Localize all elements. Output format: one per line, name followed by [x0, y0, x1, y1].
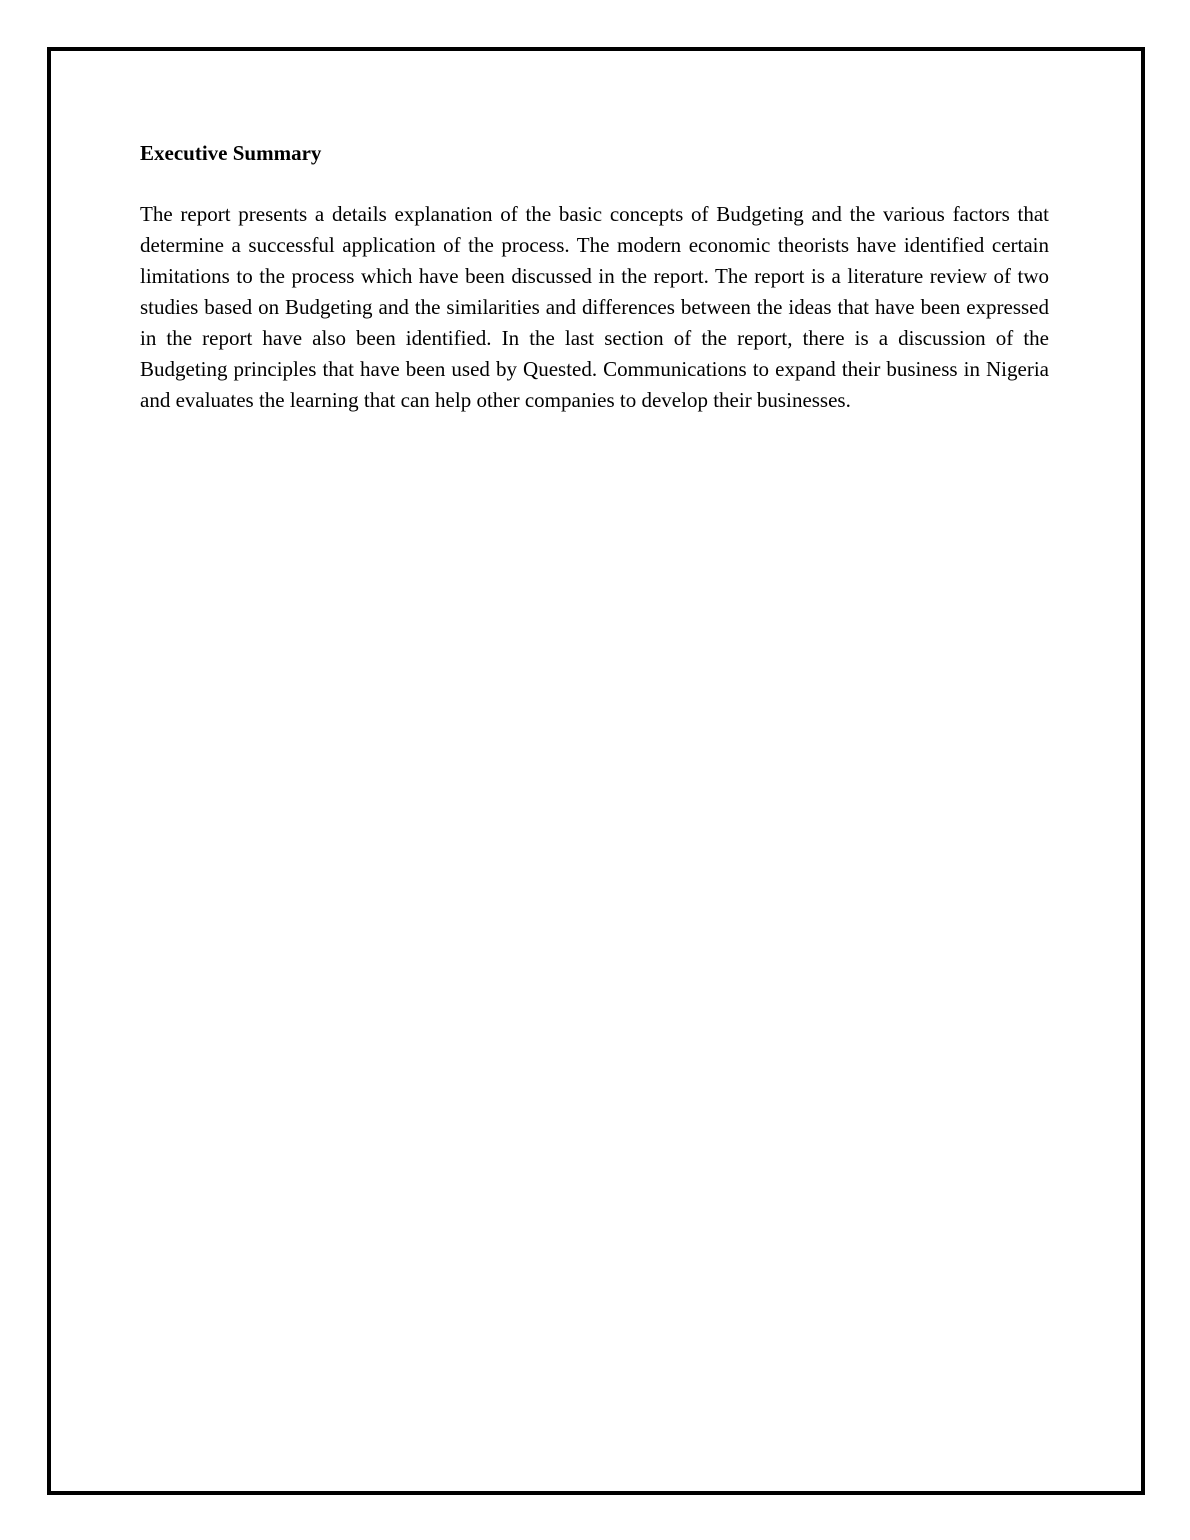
- summary-paragraph: The report presents a details explanation of the basic concepts of Budgeting and the various factors that determine a successful application of the process. The modern economic theorists have identified certain limitations to the process which have been discussed in the report. The report is a literature review of two studies based on Budgeting and the similarities and differences between the ideas that have been expressed in the report have also been identified. In the last section of the report, there is a discussion of the Budgeting principles that have been used by Quested. Communications to expand their business in Nigeria and evaluates the learning that can help other companies to develop their businesses.: [140, 202, 1049, 412]
- document-content: [140, 138, 1049, 416]
- section-heading: Executive Summary: [140, 141, 322, 165]
